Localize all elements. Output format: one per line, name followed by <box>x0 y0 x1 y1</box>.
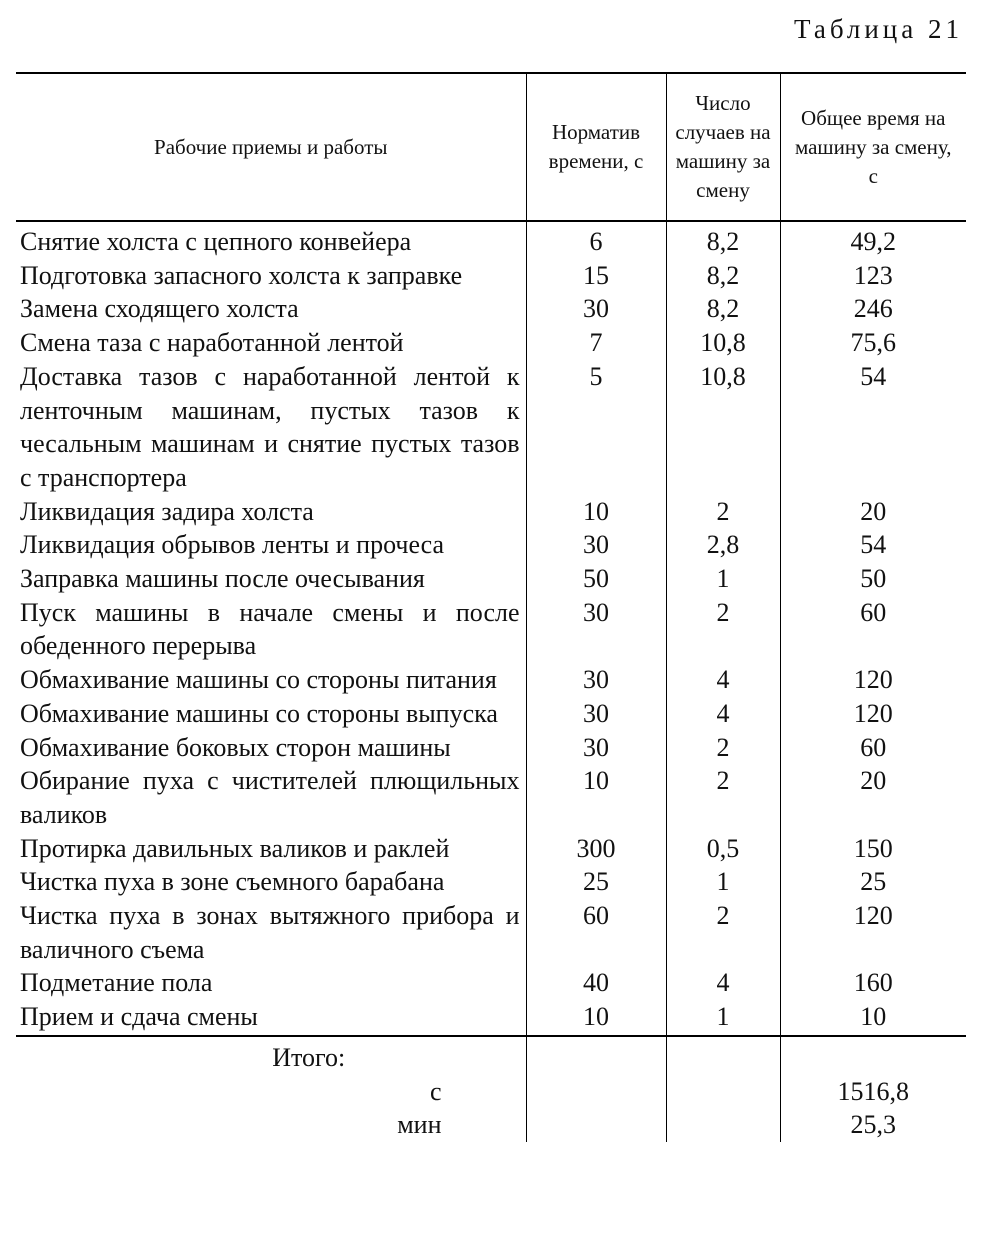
table-row <box>16 966 966 1000</box>
total-time-value: 75,6 <box>780 326 966 360</box>
total-time-value: 60 <box>780 596 966 663</box>
total-time-value: 54 <box>780 528 966 562</box>
table-header <box>16 73 966 221</box>
time-norm-value: 30 <box>526 697 666 731</box>
operation-name: Чистка пуха в зоне съемного барабана <box>20 867 445 897</box>
occurrences-value: 10,8 <box>666 326 780 360</box>
operation-name: Обирание пуха с чистителей плющильных валиков <box>20 766 520 829</box>
operation-name: Обмахивание боковых сторон машины <box>20 732 451 762</box>
table-row <box>16 562 966 596</box>
table-row <box>16 1000 966 1036</box>
total-time-value: 120 <box>780 899 966 966</box>
time-norm-value: 6 <box>526 221 666 259</box>
time-norm-value: 10 <box>526 764 666 831</box>
table-row <box>16 596 966 663</box>
operation-name: Протирка давильных валиков и раклей <box>20 833 450 863</box>
total-time-value: 160 <box>780 966 966 1000</box>
operation-name: Пуск машины в начале смены и после обеденного перерыва <box>20 597 520 661</box>
time-norm-value: 50 <box>526 562 666 596</box>
totals-empty-count <box>666 1036 780 1142</box>
table-row <box>16 528 966 562</box>
time-norm-value: 30 <box>526 663 666 697</box>
occurrences-value: 10,8 <box>666 360 780 495</box>
occurrences-value: 1 <box>666 562 780 596</box>
occurrences-value: 2 <box>666 764 780 831</box>
header-operations: Рабочие приемы и работы <box>16 73 526 221</box>
table-row <box>16 326 966 360</box>
occurrences-value: 2 <box>666 596 780 663</box>
occurrences-value: 4 <box>666 697 780 731</box>
operation-name: Обмахивание машины со стороны выпуска <box>20 698 498 728</box>
table-body <box>16 221 966 1142</box>
totals-label: Итого: <box>272 1042 346 1072</box>
table-row <box>16 764 966 831</box>
total-time-value: 25 <box>780 865 966 899</box>
totals-unit-seconds: с <box>429 1076 442 1106</box>
time-norm-value: 10 <box>526 495 666 529</box>
total-time-value: 10 <box>780 1000 966 1036</box>
totals-empty-norm <box>526 1036 666 1142</box>
total-time-value: 246 <box>780 292 966 326</box>
header-occurrences: Число случаев на машину за смену <box>666 73 780 221</box>
time-norm-value: 60 <box>526 899 666 966</box>
total-time-value: 20 <box>780 495 966 529</box>
time-norm-value: 5 <box>526 360 666 495</box>
time-norm-value: 30 <box>526 292 666 326</box>
table-row <box>16 865 966 899</box>
operation-name: Доставка тазов с наработанной лентой к ленточным машинам, пустых тазов к чесальным машинам и снятие пустых тазов с транспортера <box>20 361 520 492</box>
time-norm-value: 30 <box>526 731 666 765</box>
total-time-value: 60 <box>780 731 966 765</box>
time-norm-value: 10 <box>526 1000 666 1036</box>
time-norm-value: 7 <box>526 326 666 360</box>
total-time-value: 120 <box>780 697 966 731</box>
totals-values <box>780 1036 966 1142</box>
table-row <box>16 495 966 529</box>
time-norm-value: 30 <box>526 596 666 663</box>
occurrences-value: 2,8 <box>666 528 780 562</box>
totals-value-seconds: 1516,8 <box>837 1076 909 1106</box>
operation-name: Чистка пуха в зонах вытяжного прибора и валичного съема <box>20 901 520 964</box>
total-time-value: 20 <box>780 764 966 831</box>
occurrences-value: 1 <box>666 1000 780 1036</box>
time-norm-value: 30 <box>526 528 666 562</box>
total-time-value: 49,2 <box>780 221 966 259</box>
total-time-value: 120 <box>780 663 966 697</box>
occurrences-value: 8,2 <box>666 292 780 326</box>
occurrences-value: 4 <box>666 966 780 1000</box>
operation-name: Обмахивание машины со стороны питания <box>20 665 497 695</box>
table-row <box>16 292 966 326</box>
operation-name: Прием и сдача смены <box>16 1000 526 1036</box>
operation-name: Ликвидация обрывов ленты и прочеса <box>20 530 445 560</box>
total-time-value: 123 <box>780 259 966 293</box>
time-norm-value: 25 <box>526 865 666 899</box>
totals-row <box>16 1036 966 1142</box>
occurrences-value: 0,5 <box>666 832 780 866</box>
total-time-value: 50 <box>780 562 966 596</box>
occurrences-value: 4 <box>666 663 780 697</box>
table-row <box>16 832 966 866</box>
occurrences-value: 8,2 <box>666 259 780 293</box>
operation-name: Заправка машины после очесывания <box>20 564 425 594</box>
table-row <box>16 360 966 495</box>
table-caption: Таблица 21 <box>794 14 963 44</box>
time-norm-value: 15 <box>526 259 666 293</box>
table-row <box>16 899 966 966</box>
header-total-time: Общее время на машину за смену, с <box>780 73 966 221</box>
header-time-norm: Норматив времени, с <box>526 73 666 221</box>
table-row <box>16 731 966 765</box>
table-row <box>16 697 966 731</box>
operation-name: Снятие холста с цепного конвейера <box>20 227 412 256</box>
operation-name: Подготовка запасного холста к заправке <box>20 260 463 290</box>
operation-name: Ликвидация задира холста <box>20 496 314 526</box>
total-time-value: 150 <box>780 832 966 866</box>
table-row <box>16 663 966 697</box>
time-norm-value: 300 <box>526 832 666 866</box>
occurrences-value: 8,2 <box>666 221 780 259</box>
occurrences-value: 1 <box>666 865 780 899</box>
operation-name: Смена таза с наработанной лентой <box>20 328 404 358</box>
table-row <box>16 221 966 259</box>
table-row <box>16 259 966 293</box>
operation-name: Замена сходящего холста <box>20 294 299 324</box>
totals-unit-minutes: мин <box>397 1110 442 1140</box>
totals-value-minutes: 25,3 <box>850 1110 896 1140</box>
time-norms-table <box>16 72 966 1142</box>
occurrences-value: 2 <box>666 495 780 529</box>
total-time-value: 54 <box>780 360 966 495</box>
occurrences-value: 2 <box>666 899 780 966</box>
time-norms-table-container <box>16 72 966 1142</box>
totals-labels <box>16 1036 526 1142</box>
occurrences-value: 2 <box>666 731 780 765</box>
operation-name: Подметание пола <box>20 968 213 998</box>
time-norm-value: 40 <box>526 966 666 1000</box>
